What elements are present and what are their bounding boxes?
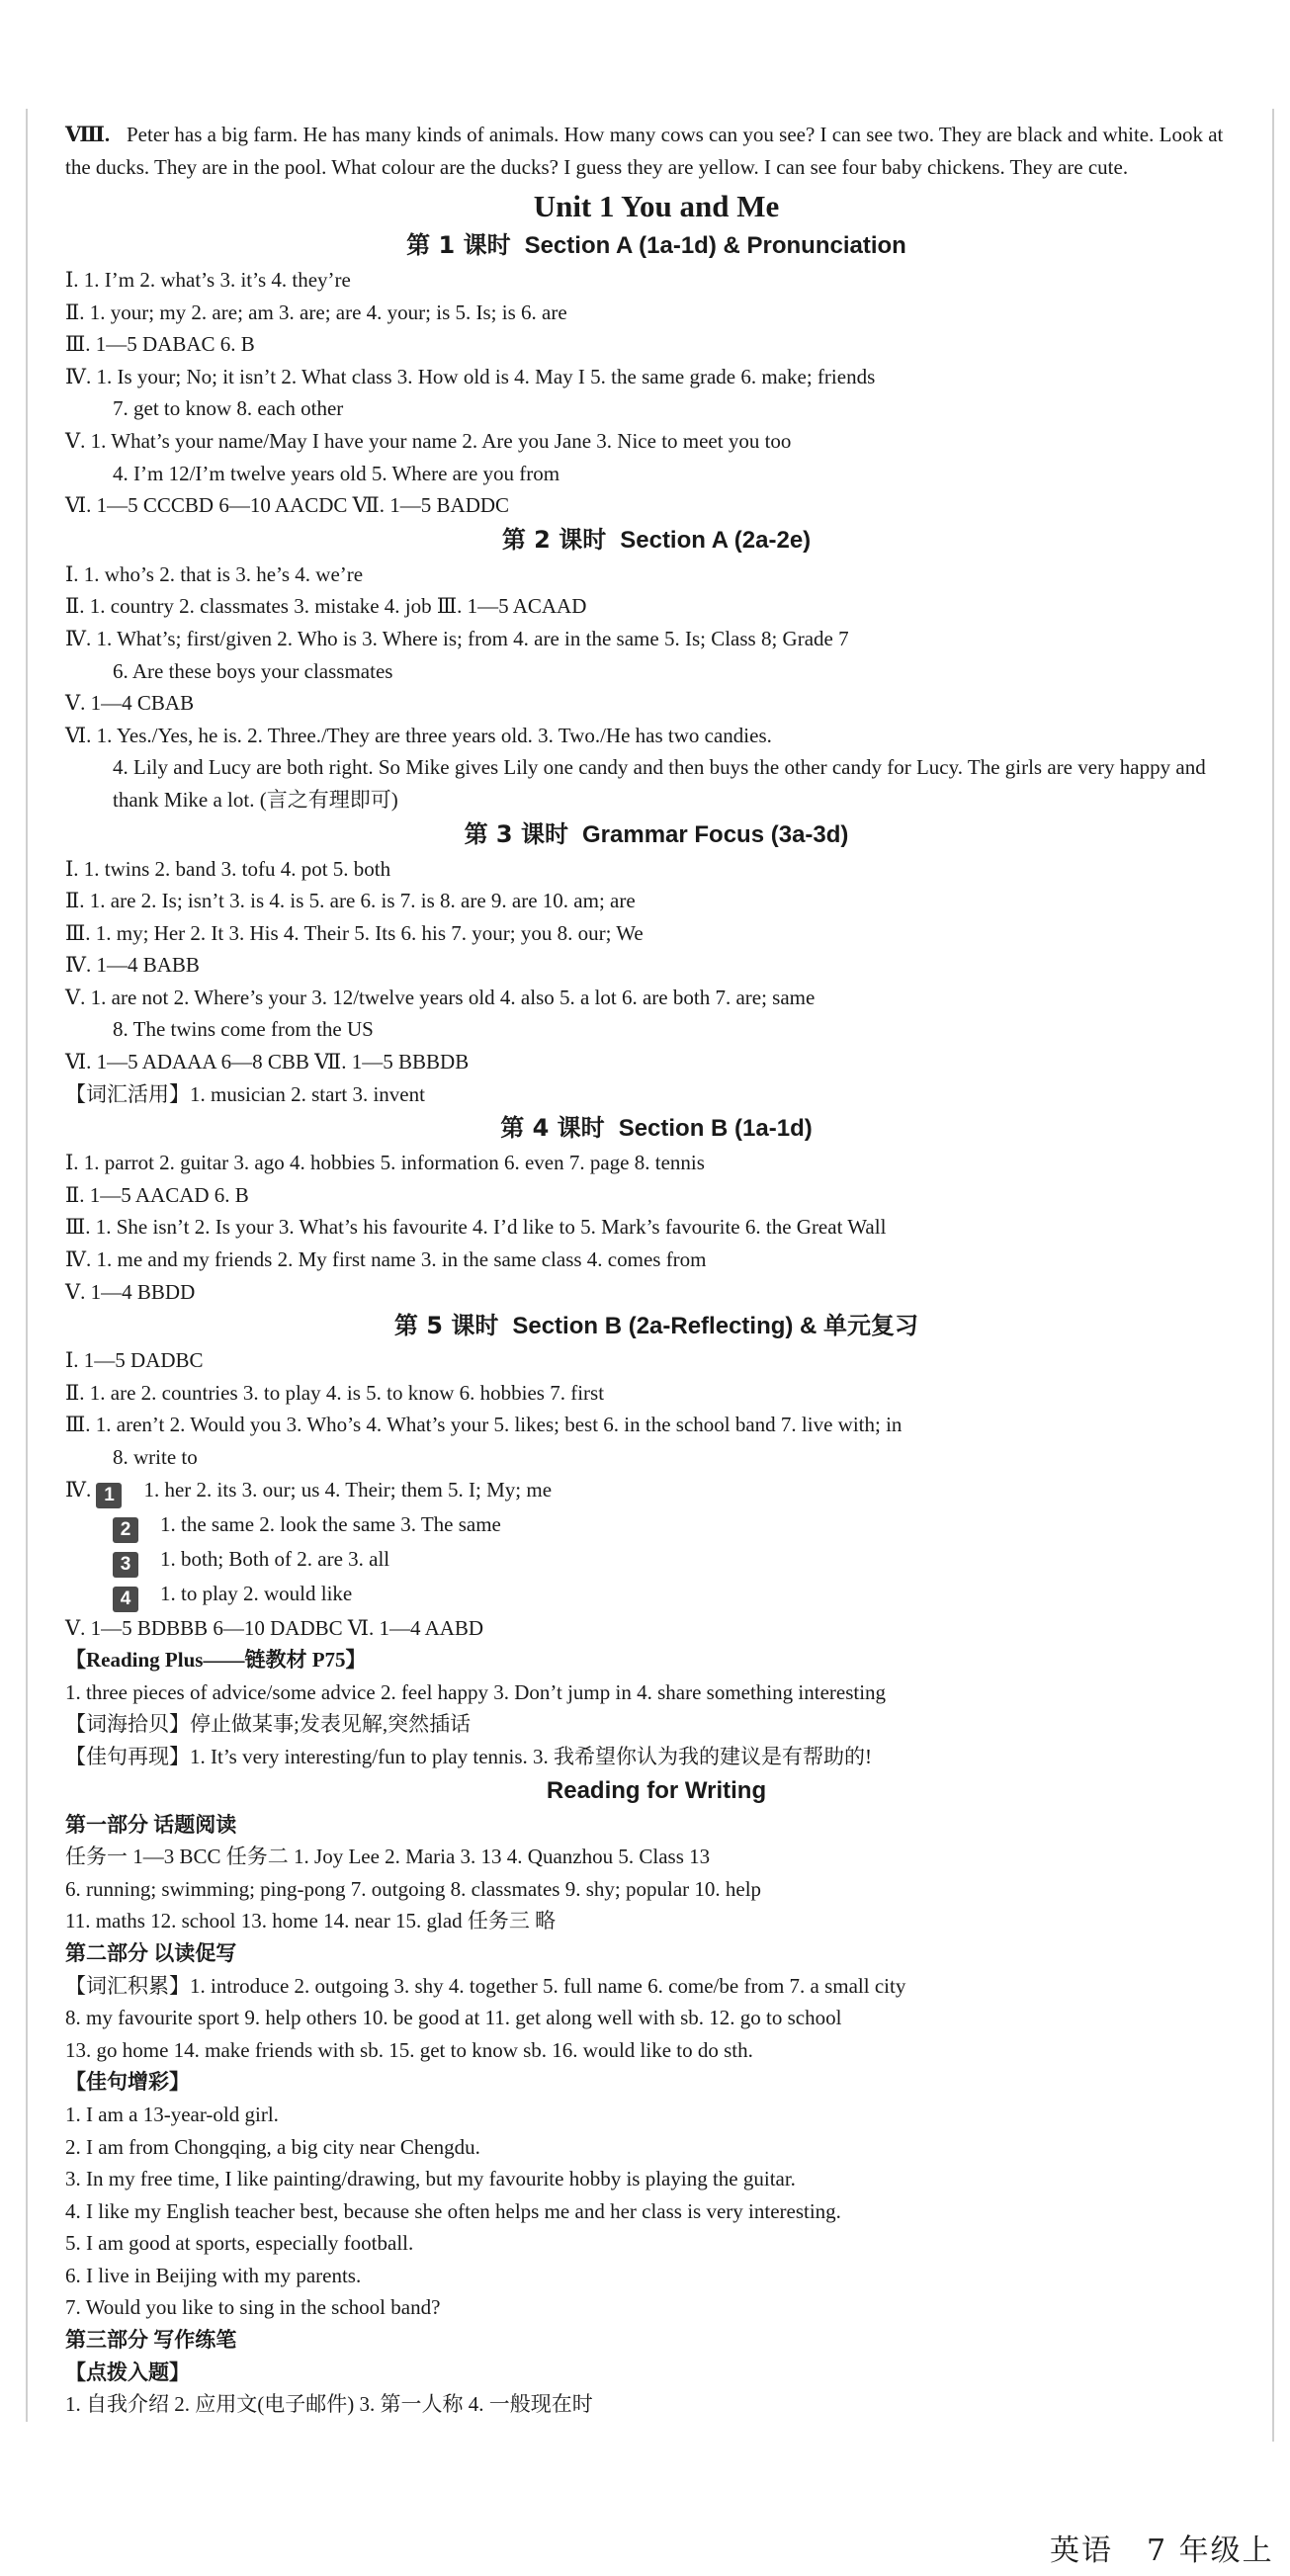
lesson-1-section: Section A (1a-1d) & Pronunciation bbox=[524, 232, 906, 259]
answer-line: Ⅳ. 1—4 BABB bbox=[65, 953, 200, 978]
answer-line: Ⅰ. 1. parrot 2. guitar 3. ago 4. hobbies 5. information 6. even 7. page 8. tennis bbox=[65, 1151, 705, 1175]
sentence-line: 5. I am good at sports, especially football. bbox=[65, 2231, 414, 2256]
answer-line: Ⅲ. 1. She isn’t 2. Is your 3. What’s his favourite 4. I’d like to 5. Mark’s favourite 6. the Great Wall bbox=[65, 1215, 887, 1240]
unit-title: Unit 1 You and Me bbox=[533, 189, 780, 223]
answer-line: 8. write to bbox=[113, 1445, 198, 1469]
answer-line-iv-2 bbox=[65, 1508, 1247, 1543]
intro-roman-numeral: Ⅷ. bbox=[65, 123, 111, 146]
answer-line: Ⅳ. 1. What’s; first/given 2. Who is 3. Where is; from 4. are in the same 5. Is; Class 8; Grade 7 bbox=[65, 626, 849, 650]
intro-paragraph bbox=[65, 119, 1247, 184]
answer-line-iv-4 bbox=[65, 1578, 1247, 1612]
iv-item-text: 1. her 2. its 3. our; us 4. Their; them 5. I; My; me bbox=[143, 1477, 553, 1502]
footer-subject: 英语 bbox=[1050, 2533, 1113, 2568]
answer-line-iv-3 bbox=[65, 1543, 1247, 1578]
left-margin-line bbox=[26, 109, 28, 2422]
lesson-2-header bbox=[65, 522, 1247, 558]
footer-grade: 7 年级上 bbox=[1147, 2533, 1274, 2568]
number-badge-1: 1 bbox=[96, 1483, 122, 1508]
iv-item-text: 1. both; Both of 2. are 3. all bbox=[160, 1546, 390, 1571]
answer-line: Ⅵ. 1—5 CCCBD 6—10 AACDC Ⅶ. 1—5 BADDC bbox=[65, 493, 510, 518]
answer-line: 8. The twins come from the US bbox=[113, 1017, 374, 1042]
answer-line: 【词海拾贝】停止做某事;发表见解,突然插话 bbox=[65, 1712, 472, 1737]
answer-line: Ⅵ. 1—5 ADAAA 6—8 CBB Ⅶ. 1—5 BBBDB bbox=[65, 1050, 470, 1074]
sentence-line: 3. In my free time, I like painting/drawing, but my favourite hobby is playing the guitar. bbox=[65, 2167, 796, 2191]
part-1-title: 第一部分 话题阅读 bbox=[65, 1812, 237, 1837]
lesson-4-section: Section B (1a-1d) bbox=[618, 1115, 813, 1143]
answer-line: Ⅲ. 1—5 DABAC 6. B bbox=[65, 332, 255, 357]
answer-line: 13. go home 14. make friends with sb. 15. get to know sb. 16. would like to do sth. bbox=[65, 2037, 753, 2062]
answer-line-iv-1 bbox=[65, 1474, 1247, 1508]
answer-line: 1. three pieces of advice/some advice 2. feel happy 3. Don’t jump in 4. share something interesting bbox=[65, 1679, 887, 1704]
number-badge-2: 2 bbox=[113, 1517, 138, 1543]
answer-line: Ⅱ. 1. country 2. classmates 3. mistake 4. job Ⅲ. 1—5 ACAAD bbox=[65, 594, 587, 619]
lesson-3-section: Grammar Focus (3a-3d) bbox=[582, 820, 849, 848]
page-footer bbox=[1050, 2526, 1274, 2569]
answer-line: 【词汇积累】1. introduce 2. outgoing 3. shy 4. together 5. full name 6. come/be from 7. a small city bbox=[65, 1973, 906, 1998]
content-column bbox=[65, 119, 1247, 2421]
answer-line: Ⅴ. 1. are not 2. Where’s your 3. 12/twelve years old 4. also 5. a lot 6. are both 7. are; same bbox=[65, 985, 816, 1009]
lesson-4-header bbox=[65, 1110, 1247, 1147]
lesson-4-number: 第 4 课时 bbox=[500, 1114, 605, 1143]
lesson-1-header bbox=[65, 227, 1247, 264]
answer-line: 11. maths 12. school 13. home 14. near 15. glad 任务三 略 bbox=[65, 1909, 557, 1933]
answer-line: 【词汇活用】1. musician 2. start 3. invent bbox=[65, 1081, 425, 1106]
lesson-5-header bbox=[65, 1308, 1247, 1344]
lesson-2-number: 第 2 课时 bbox=[501, 525, 607, 554]
sentence-line: 4. I like my English teacher best, because she often helps me and her class is very interesting. bbox=[65, 2198, 841, 2223]
lesson-2-section: Section A (2a-2e) bbox=[620, 526, 812, 554]
answer-line: Ⅴ. 1—4 CBAB bbox=[65, 691, 195, 716]
answer-line: 7. get to know 8. each other bbox=[113, 396, 344, 421]
part-3-title: 第三部分 写作练笔 bbox=[65, 2328, 237, 2353]
answer-line: Ⅵ. 1. Yes./Yes, he is. 2. Three./They are three years old. 3. Two./He has two candies. bbox=[65, 723, 772, 747]
answer-line: Ⅲ. 1. my; Her 2. It 3. His 4. Their 5. Its 6. his 7. your; you 8. our; We bbox=[65, 920, 644, 945]
sentences-title: 【佳句增彩】 bbox=[65, 2070, 190, 2095]
part-2-title: 第二部分 以读促写 bbox=[65, 1940, 237, 1965]
sentence-line: 1. I am a 13-year-old girl. bbox=[65, 2102, 279, 2126]
answer-line: Ⅰ. 1—5 DADBC bbox=[65, 1348, 204, 1373]
answer-line: Ⅱ. 1. are 2. countries 3. to play 4. is 5. to know 6. hobbies 7. first bbox=[65, 1380, 605, 1405]
answer-line: Ⅰ. 1. I’m 2. what’s 3. it’s 4. they’re bbox=[65, 268, 351, 292]
lesson-3-number: 第 3 课时 bbox=[464, 819, 568, 848]
tips-line: 1. 自我介绍 2. 应用文(电子邮件) 3. 第一人称 4. 一般现在时 bbox=[65, 2392, 593, 2417]
answer-line: Ⅰ. 1. twins 2. band 3. tofu 4. pot 5. both bbox=[65, 856, 391, 881]
lesson-3-header bbox=[65, 816, 1247, 853]
answer-line: Ⅳ. 1. Is your; No; it isn’t 2. What class 3. How old is 4. May I 5. the same grade 6. make; friends bbox=[65, 364, 876, 388]
sentence-line: 2. I am from Chongqing, a big city near Chengdu. bbox=[65, 2134, 480, 2159]
iv-item-text: 1. to play 2. would like bbox=[160, 1581, 353, 1605]
iv-item-text: 1. the same 2. look the same 3. The same bbox=[160, 1511, 501, 1536]
answer-line: Ⅱ. 1. are 2. Is; isn’t 3. is 4. is 5. are 6. is 7. is 8. are 9. are 10. am; are bbox=[65, 889, 636, 913]
answer-line: Ⅴ. 1—5 BDBBB 6—10 DADBC Ⅵ. 1—4 AABD bbox=[65, 1615, 484, 1640]
number-badge-4: 4 bbox=[113, 1587, 138, 1612]
lesson-1-number: 第 1 课时 bbox=[406, 231, 511, 259]
answer-line: Ⅴ. 1. What’s your name/May I have your name 2. Are you Jane 3. Nice to meet you too bbox=[65, 428, 792, 453]
reading-plus-title: 【Reading Plus——链教材 P75】 bbox=[65, 1648, 367, 1673]
lesson-5-number: 第 5 课时 bbox=[393, 1312, 499, 1340]
iv-roman-label: Ⅳ. bbox=[65, 1477, 92, 1502]
answer-line: 4. I’m 12/I’m twelve years old 5. Where are you from bbox=[113, 461, 560, 485]
answer-line: Ⅱ. 1. your; my 2. are; am 3. are; are 4. your; is 5. Is; is 6. are bbox=[65, 300, 567, 324]
answer-line: 6. Are these boys your classmates bbox=[113, 658, 393, 683]
answer-line: Ⅰ. 1. who’s 2. that is 3. he’s 4. we’re bbox=[65, 561, 364, 586]
answer-line: Ⅴ. 1—4 BBDD bbox=[65, 1279, 196, 1304]
answer-line: Ⅲ. 1. aren’t 2. Would you 3. Who’s 4. What’s your 5. likes; best 6. in the school band 7. live with; in bbox=[65, 1413, 903, 1437]
sentence-line: 6. I live in Beijing with my parents. bbox=[65, 2263, 362, 2287]
reading-for-writing-title: Reading for Writing bbox=[546, 1776, 767, 1804]
answer-line: 6. running; swimming; ping-pong 7. outgoing 8. classmates 9. shy; popular 10. help bbox=[65, 1876, 762, 1901]
intro-text: Peter has a big farm. He has many kinds of animals. How many cows can you see? I can see two. They are black and white. Look at the ducks. They are in the pool. What colour are the ducks? I guess they are yellow. I can see four baby chickens. They are cute. bbox=[65, 123, 1224, 179]
tips-title: 【点拨入题】 bbox=[65, 2360, 190, 2384]
answer-line: Ⅳ. 1. me and my friends 2. My first name 3. in the same class 4. comes from bbox=[65, 1247, 707, 1272]
answer-line: Ⅱ. 1—5 AACAD 6. B bbox=[65, 1182, 249, 1207]
number-badge-3: 3 bbox=[113, 1552, 138, 1578]
sentence-line: 7. Would you like to sing in the school band? bbox=[65, 2295, 441, 2320]
answer-line: 任务一 1—3 BCC 任务二 1. Joy Lee 2. Maria 3. 13 4. Quanzhou 5. Class 13 bbox=[65, 1845, 711, 1869]
answer-line: 4. Lily and Lucy are both right. So Mike gives Lily one candy and then buys the other candy for Lucy. The girls are very happy and thank Mike a lot. (言之有理即可) bbox=[113, 755, 1206, 812]
right-margin-line bbox=[1272, 109, 1274, 2442]
answer-line: 【佳句再现】1. It’s very interesting/fun to play tennis. 3. 我希望你认为我的建议是有帮助的! bbox=[65, 1744, 873, 1768]
lesson-5-section: Section B (2a-Reflecting) & 单元复习 bbox=[512, 1313, 919, 1340]
answer-line: 8. my favourite sport 9. help others 10. be good at 11. get along well with sb. 12. go to school bbox=[65, 2006, 842, 2030]
